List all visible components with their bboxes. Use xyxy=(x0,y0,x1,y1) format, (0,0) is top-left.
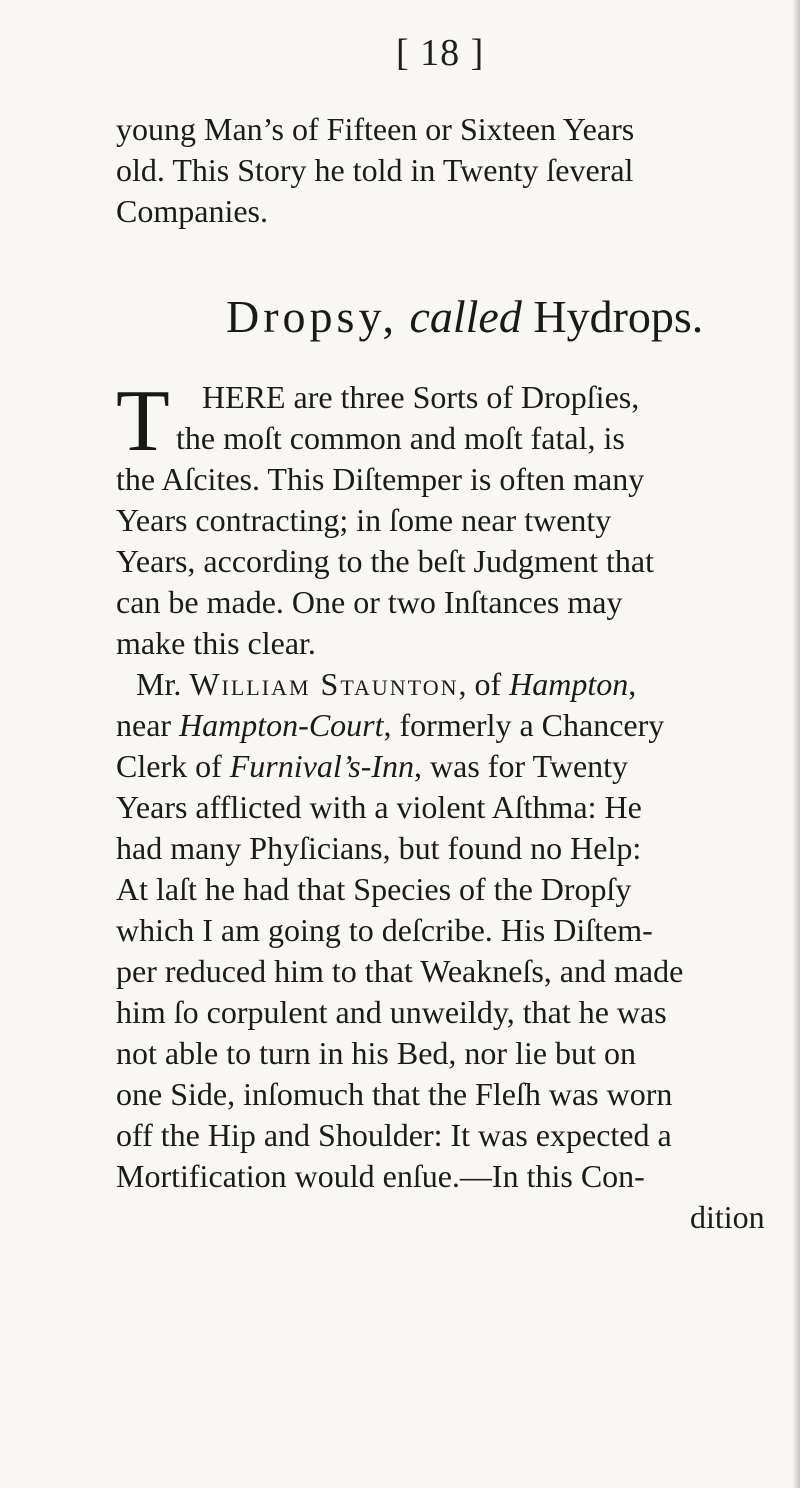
text-line: not able to turn in his Bed, nor lie but on xyxy=(116,1035,636,1071)
heading-called: called xyxy=(409,291,522,342)
text-span: Clerk of xyxy=(116,748,230,784)
text-line: can be made. One or two Inſtances may xyxy=(116,584,623,620)
text-line: the moſt common and moſt fatal, is xyxy=(176,420,625,456)
text-line: had many Phyſicians, but found no Help: xyxy=(116,830,642,866)
catchword: dition xyxy=(690,1199,765,1235)
text-span: , was for Twenty xyxy=(414,748,629,784)
text-span: , xyxy=(628,666,637,702)
text-line: one Side, inſomuch that the Fleſh was worn xyxy=(116,1076,673,1112)
place-name: Furnival’s-Inn xyxy=(229,748,415,784)
text-line: off the Hip and Shoulder: It was expected a xyxy=(116,1117,672,1153)
text-line: HERE are three Sorts of Dropſies, xyxy=(202,379,640,415)
text-line: per reduced him to that Weakneſs, and made xyxy=(116,953,684,989)
text-span: Mr. xyxy=(136,666,190,702)
text-line: At laſt he had that Species of the Dropſy xyxy=(116,871,632,907)
text-line: Years contracting; in ſome near twenty xyxy=(116,502,612,538)
text-span: , formerly a Chancery xyxy=(383,707,665,743)
text-line: make this clear. xyxy=(116,625,316,661)
person-name: William Staunton xyxy=(189,666,459,702)
text-line: him ſo corpulent and unweildy, that he was xyxy=(116,994,667,1030)
page-edge-shadow xyxy=(792,0,800,1488)
text-span: , of xyxy=(458,666,510,702)
text-span: near xyxy=(116,707,180,743)
text-line: old. This Story he told in Twenty ſeveral xyxy=(116,152,634,188)
text-line: Years afflicted with a violent Aſthma: He xyxy=(116,789,642,825)
heading-dropsy: Dropsy, xyxy=(226,291,398,342)
drop-cap: T xyxy=(116,373,170,470)
text-line: Years, according to the beſt Judgment that xyxy=(116,543,654,579)
heading-hydrops: Hydrops. xyxy=(533,291,704,342)
page-number: [ 18 ] xyxy=(396,32,485,74)
text-line xyxy=(136,665,636,703)
place-name: Hampton-Court xyxy=(179,707,384,743)
section-heading xyxy=(226,290,703,344)
text-line: young Man’s of Fifteen or Sixteen Years xyxy=(116,111,635,147)
text-line xyxy=(116,706,664,744)
place-name: Hampton xyxy=(509,666,629,702)
text-line xyxy=(116,747,628,785)
text-line: Companies. xyxy=(116,193,268,229)
text-line: the Aſcites. This Diſtemper is often many xyxy=(116,461,645,497)
text-line: Mortification would enſue.—In this Con- xyxy=(116,1158,645,1194)
text-line: which I am going to deſcribe. His Diſtem- xyxy=(116,912,653,948)
